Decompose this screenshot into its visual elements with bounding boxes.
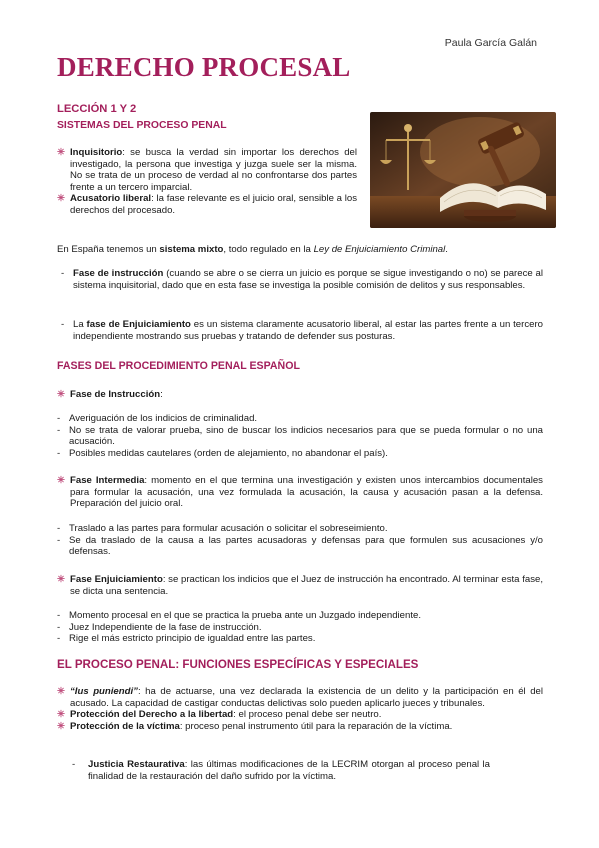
list-item: - Rige el más estricto principio de igualdad entre las partes. [57, 633, 316, 645]
section-heading: FASES DEL PROCEDIMIENTO PENAL ESPAÑOL [57, 360, 300, 372]
dash-bullet-icon: - [57, 610, 61, 621]
phase-intro-item [57, 268, 543, 291]
dash-bullet-icon: - [72, 759, 76, 770]
instruccion-items [57, 413, 543, 459]
dash-bullet-icon: - [57, 523, 61, 534]
phase-term: Fase de instrucción [73, 268, 164, 279]
fase-enjuiciamiento [57, 574, 543, 597]
star-bullet-icon: ✳ [57, 720, 66, 732]
text-span: . [445, 244, 448, 255]
star-bullet-icon: ✳ [57, 686, 66, 697]
text-bold: sistema mixto [159, 244, 224, 255]
star-bullet-icon: ✳ [57, 147, 66, 158]
spain-paragraph [57, 244, 543, 256]
fase-intermedia [57, 475, 543, 510]
text-span: En España tenemos un [57, 244, 160, 255]
phase-term: fase de Enjuiciamiento [86, 319, 191, 330]
function-term: Protección de la víctima [70, 720, 180, 732]
dash-bullet-icon: - [57, 424, 61, 436]
text-span: La [73, 319, 87, 330]
page-title: DERECHO PROCESAL [57, 52, 351, 82]
function-text: : proceso penal instrumento útil para la reparación de la víctima. [179, 720, 453, 732]
dash-bullet-icon: - [57, 621, 61, 633]
dash-bullet-icon: - [57, 534, 61, 546]
system-text: : la fase relevante es el juicio oral, sensible a los derechos del procesado. [70, 193, 358, 216]
dash-bullet-icon: - [61, 268, 65, 279]
star-bullet-icon: ✳ [57, 709, 66, 721]
function-term: Protección del Derecho a la libertad [70, 709, 234, 721]
systems-list [57, 147, 357, 217]
function-text: : ha de actuarse, una vez declarada la existencia de un delito y la participación en él del acusado. La capacidad de castigar conductas delictivas solo pueden aplicarlo jueces y tribunales. [70, 686, 544, 709]
list-item: - Averiguación de los indicios de criminalidad. [57, 413, 258, 424]
star-bullet-icon: ✳ [57, 574, 66, 585]
star-bullet-icon: ✳ [57, 193, 66, 205]
list-item: - Posibles medidas cautelares (orden de alejamiento, no abandonar el país). [57, 447, 388, 459]
enjuiciamiento-items [57, 610, 543, 645]
phase-term: Fase de Instrucción [70, 389, 161, 400]
phase-text: (cuando se abre o se cierra un juicio es porque se sigue investigando o no) se parece al sistema inquisitorial, dado que en esta fase se investiga la posible comisión de delitos y sus responsables. [73, 268, 543, 291]
phase-text: : se practican los indicios que el Juez de instrucción ha encontrado. Al terminar esta fase, se dicta una sentencia. [70, 574, 543, 597]
section-heading: EL PROCESO PENAL: FUNCIONES ESPECÍFICAS Y ESPECIALES [57, 658, 419, 671]
star-bullet-icon: ✳ [57, 389, 66, 400]
dash-bullet-icon: - [57, 413, 61, 424]
gavel-book-image [370, 112, 556, 228]
function-text: : el proceso penal debe ser neutro. [233, 709, 382, 721]
restaurativa-text: : las últimas modificaciones de la LECRIM otorgan al proceso penal la finalidad de la restauración del daño sufrido por la víctima. [88, 759, 491, 782]
list-item: - Momento procesal en el que se practica la prueba ante un Juzgado independiente. [57, 610, 422, 621]
list-item [57, 147, 357, 193]
phase-intro-item [57, 319, 543, 342]
dash-bullet-icon: - [61, 319, 65, 330]
list-item: - Traslado a las partes para formular acusación o solicitar el sobreseimiento. [57, 523, 388, 534]
list-item: - Se da traslado de la causa a las partes acusadoras y defensas para que formulen sus acusaciones y/o defensas. [57, 534, 543, 558]
list-item [57, 193, 357, 216]
list-item: - Juez Independiente de la fase de instrucción. [57, 621, 262, 633]
list-item: - No se trata de valorar prueba, sino de buscar los indicios necesarios para que se pueda formular o no una acusación. [57, 424, 543, 448]
function-term: “Ius puniendi” [70, 686, 138, 697]
author-name: Paula García Galán [444, 37, 537, 49]
restaurativa-term: Justicia Restaurativa [88, 759, 185, 770]
system-term: Inquisitorio [70, 147, 123, 158]
phase-term: Fase Enjuiciamiento [70, 574, 163, 585]
funciones-list [57, 686, 543, 732]
phase-text: es un sistema claramente acusatorio liberal, al estar las partes frente a un tercero independiente mostrando sus pruebas y tratando de defender sus posturas. [73, 319, 544, 342]
list-item [57, 709, 543, 721]
fase-instruccion [57, 389, 543, 401]
list-item [57, 721, 543, 733]
intermedia-items [57, 523, 543, 558]
law-name: Ley de Enjuiciamiento Criminal [313, 244, 446, 255]
dash-bullet-icon: - [57, 447, 61, 459]
phase-text: : [160, 389, 163, 400]
phase-text: : momento en el que termina una investigación y existen unos intercambios documentales para formular la acusación, una vez formulada la acusación, la causa y acusación pasan a la defensa. Preparación del juicio oral. [70, 475, 543, 510]
text-span: , todo regulado en la [223, 244, 314, 255]
list-item [57, 686, 543, 709]
phase-term: Fase Intermedia [70, 475, 145, 486]
system-term: Acusatorio liberal [70, 193, 152, 205]
star-bullet-icon: ✳ [57, 475, 66, 486]
dash-bullet-icon: - [57, 633, 61, 645]
lesson-label: LECCIÓN 1 Y 2 [57, 103, 137, 115]
system-text: : se busca la verdad sin importar los derechos del investigado, la persona que investiga y juzga suele ser la misma. No se trata de un proceso de verdad al no confrontarse dos partes frente a un tercero imparcial. [70, 147, 357, 193]
justicia-restaurativa [72, 759, 490, 782]
lesson-subtitle: SISTEMAS DEL PROCESO PENAL [57, 120, 227, 131]
